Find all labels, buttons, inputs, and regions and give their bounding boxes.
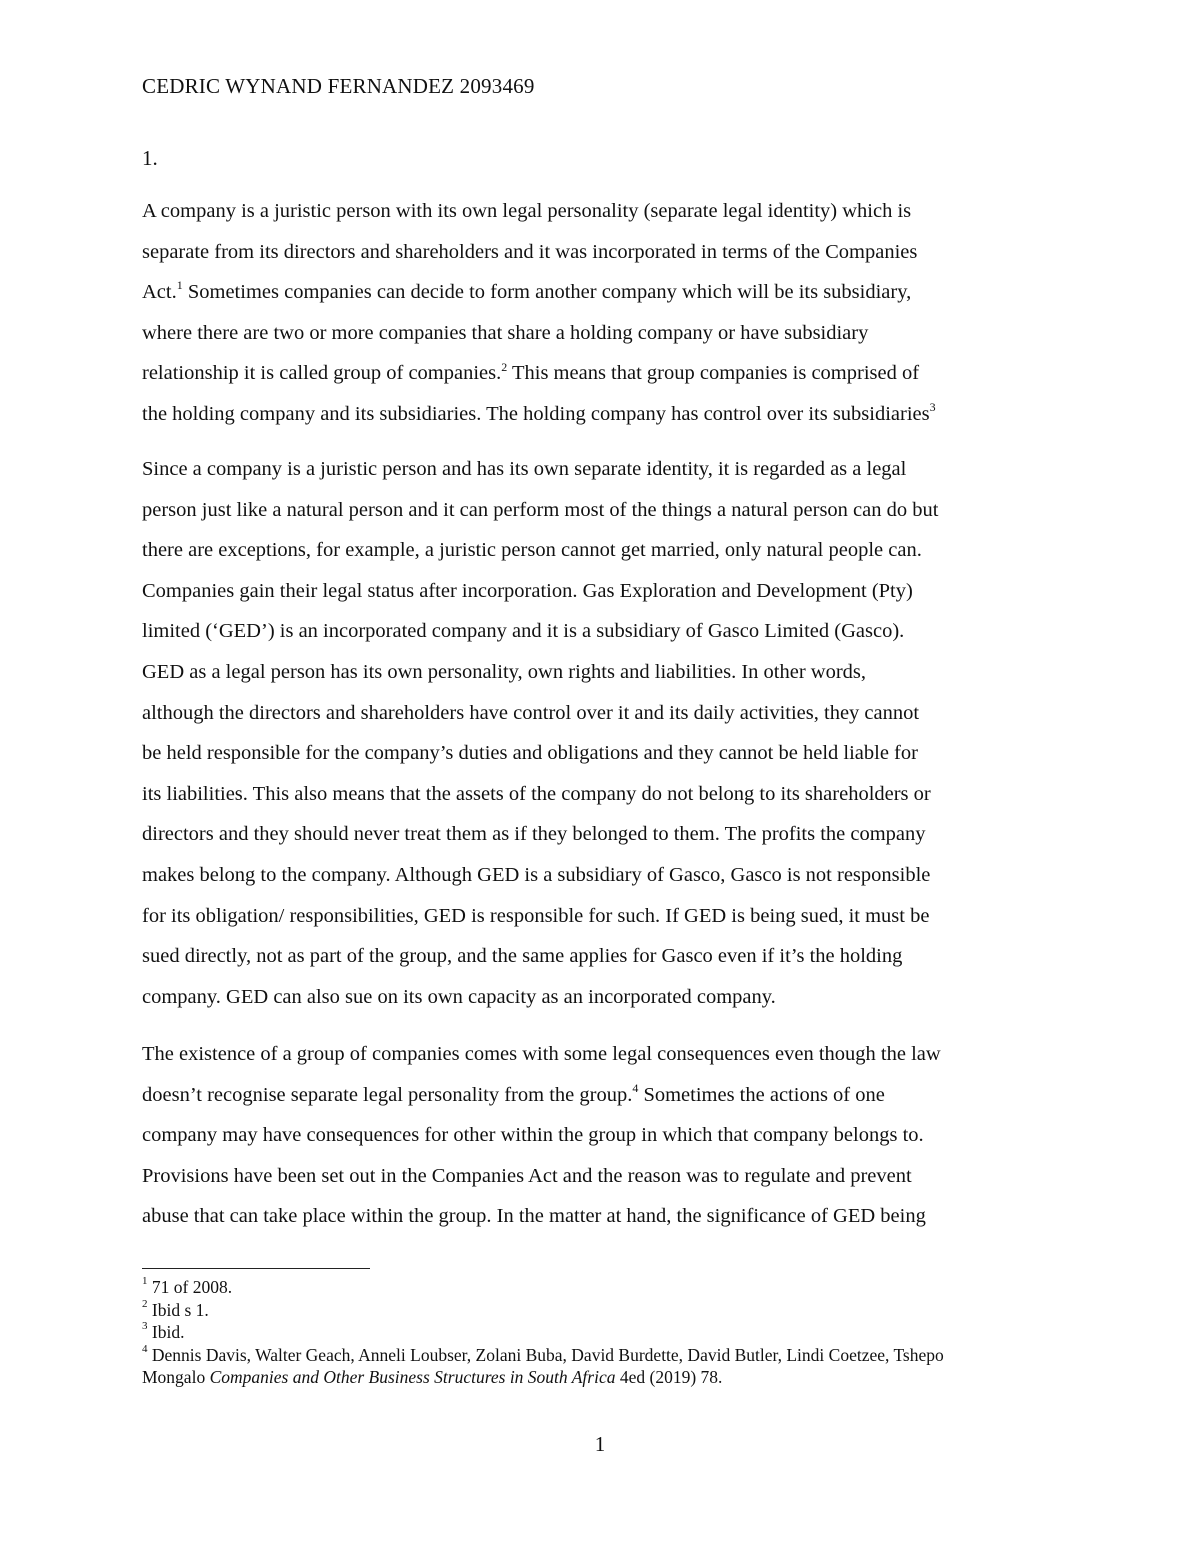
footnote-reference: 4 [632,1080,639,1095]
text-line [142,733,1067,774]
text-run: relationship it is called group of companies. [142,362,502,385]
text-line [142,1075,1067,1116]
text-run: separate from its directors and shareholders and it was incorporated in terms of the Companies [142,240,918,263]
text-run: doesn’t recognise separate legal personality from the group. [142,1083,633,1106]
footnote-text: Ibid s 1. [147,1299,209,1320]
text-line [142,394,1067,435]
text-run: Sometimes companies can decide to form another company which will be its subsidiary, [182,281,912,304]
text-run: Provisions have been set out in the Companies Act and the reason was to regulate and prevent [142,1164,912,1187]
footnote-1 [142,1276,1072,1299]
text-line [142,1034,1067,1075]
text-run: This means that group companies is comprised of [507,362,920,385]
footnote-reference: 3 [929,400,936,415]
text-line [142,353,1067,394]
text-line [142,313,1067,354]
text-run: company. GED can also sue on its own capacity as an incorporated company. [142,985,776,1008]
text-run: makes belong to the company. Although GED is a subsidiary of Gasco, Gasco is not responsible [142,863,931,886]
footnote-reference: 2 [501,359,508,374]
footnote-marker: 3 [142,1320,148,1333]
text-run: directors and they should never treat them as if they belonged to them. The profits the company [142,823,926,846]
text-run: be held responsible for the company’s duties and obligations and they cannot be held liable for [142,742,918,765]
page-number: 1 [594,1432,606,1456]
text-run: there are exceptions, for example, a juristic person cannot get married, only natural people can. [142,539,922,562]
footnote-text: Ibid. [147,1322,185,1342]
text-line [142,814,1067,855]
paragraph-3 [142,1034,1067,1237]
text-line [142,1156,1067,1197]
text-run: Since a company is a juristic person and has its own separate identity, it is regarded as a legal [142,458,907,480]
text-line [142,1196,1067,1237]
book-title: Companies and Other Business Structures in South Africa [209,1367,616,1387]
text-line [142,693,1067,734]
footnote-2 [142,1299,1072,1322]
text-run: Companies gain their legal status after incorporation. Gas Exploration and Development (Pty) [142,579,913,602]
question-number: 1. [142,146,158,170]
text-line [142,896,1067,937]
text-run: its liabilities. This also means that the assets of the company do not belong to its shareholders or [142,782,931,805]
text-line [142,611,1067,652]
text-run: Sometimes the actions of one [638,1083,885,1106]
footnote-marker: 4 [142,1342,148,1355]
text-run: person just like a natural person and it can perform most of the things a natural person can do but [142,498,939,521]
text-run: for its obligation/ responsibilities, GED is responsible for such. If GED is being sued, it must be [142,904,930,927]
text-run: Act. [142,281,177,304]
text-line [142,232,1067,273]
text-run: The existence of a group of companies comes with some legal consequences even though the law [142,1043,941,1065]
text-line [142,977,1067,1018]
text-line [142,652,1067,693]
footnote-4-continued [142,1366,1072,1389]
paragraph-2 [142,449,1067,1017]
text-run: limited (‘GED’) is an incorporated company and it is a subsidiary of Gasco Limited (Gasco). [142,620,905,643]
text-run: company may have consequences for other within the group in which that company belongs to. [142,1124,924,1147]
footnote-3 [142,1321,1072,1344]
footnote-separator [142,1268,370,1269]
text-line [142,571,1067,612]
text-line [142,490,1067,531]
footnote-text: 71 of 2008. [147,1277,233,1297]
paragraph-1 [142,191,1067,435]
text-line [142,272,1067,313]
text-run: sued directly, not as part of the group, and the same applies for Gasco even if it’s the holding [142,945,903,968]
text-line [142,449,1067,490]
text-line [142,530,1067,571]
author-header: CEDRIC WYNAND FERNANDEZ 2093469 [142,74,535,98]
text-line [142,855,1067,896]
footnote-4 [142,1344,1072,1367]
text-line [142,936,1067,977]
footnote-text: Dennis Davis, Walter Geach, Anneli Loubser, Zolani Buba, David Burdette, David Butler, Lindi Coetzee, Tshepo [147,1344,944,1365]
text-run: GED as a legal person has its own personality, own rights and liabilities. In other words, [142,660,867,683]
text-run: the holding company and its subsidiaries. The holding company has control over its subsidiaries [142,402,930,425]
footnote-marker: 2 [142,1297,148,1310]
text-run: where there are two or more companies that share a holding company or have subsidiary [142,321,869,344]
text-run: A company is a juristic person with its own legal personality (separate legal identity) which is [142,200,912,222]
text-run: abuse that can take place within the group. In the matter at hand, the significance of GED being [142,1205,926,1228]
text-run: although the directors and shareholders have control over it and its daily activities, they cannot [142,701,920,724]
text-line [142,1115,1067,1156]
text-line [142,774,1067,815]
footnotes [142,1276,1072,1389]
footnote-text: Mongalo [142,1367,210,1387]
footnote-reference: 1 [176,278,183,293]
footnote-text: 4ed (2019) 78. [615,1367,723,1387]
text-line [142,191,1067,232]
footnote-marker: 1 [142,1275,148,1288]
